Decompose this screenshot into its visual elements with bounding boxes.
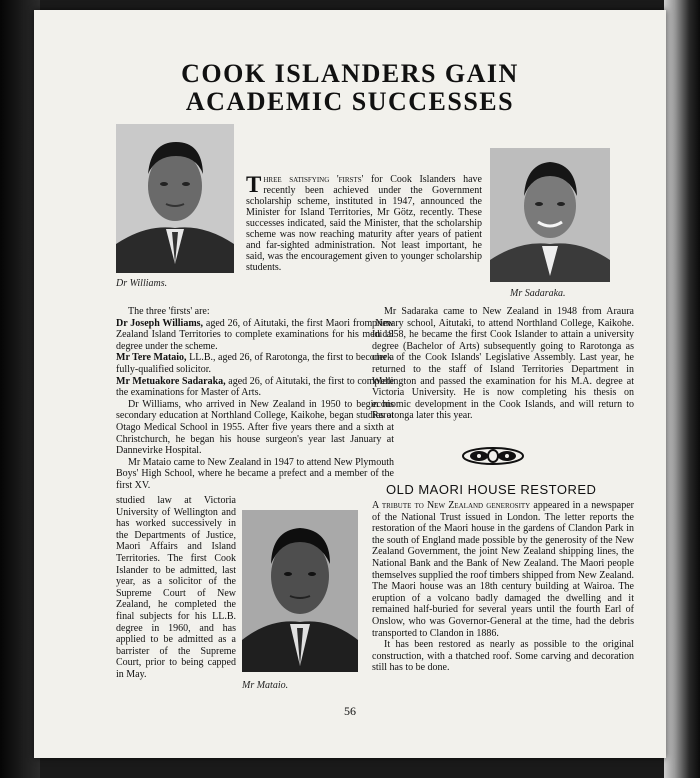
name-williams: Dr Joseph Williams, <box>116 317 204 329</box>
photo-mr-mataio <box>242 510 358 672</box>
mataio-paragraph: Mr Mataio came to New Zealand in 1947 to attend New Plymouth Boys' High School, where he became a prefect and a member of the first XV. <box>116 456 394 491</box>
article-title <box>34 60 666 116</box>
maori-house-text: appeared in a newspaper of the National Trust issued in London. The letter reports the restoration of the Maori house in the gardens of Clandon Park in the south of England made possible by the generosity of the New Zealand Government, the joint New Zealand shipping lines, the National Bank and the Bank of New Zealand. The Maori people themselves supplied the roof timbers shipped from New Zealand. The Maori house was an 18th century building at Wairoa. The eruption of a volcano badly damaged the dwelling and it remained half-buried for several years until the fourth Earl of Onslow, who was Governor-General at the time, had the debris transported to Clandon in 1886. <box>372 500 634 639</box>
section-heading: OLD MAORI HOUSE RESTORED <box>386 482 597 497</box>
intro-text: for Cook Islanders have recently been achieved under the Government scholarship scheme, instituted in 1947, announced the Minister for Island Territories, Mr Götz, recently. These successes indicated, said the Minister, that the scholarship scheme was now reaching maturity after years of patient and far-sighted administration. Not least important, he said, was the encouragement given to younger scholarship students. <box>246 174 482 273</box>
maori-house-lead: A tribute to New Zealand generosity <box>372 500 531 511</box>
drop-cap: T <box>246 172 262 197</box>
document-page <box>34 10 666 758</box>
scan-border-right <box>664 0 700 778</box>
first-williams <box>116 318 394 353</box>
ornament-divider <box>461 446 525 466</box>
mataio-narrow-column: studied law at Victoria University of Wellington and has worked successively in the Departments of Justice, Maori Affairs and Island Territories. The first Cook Islander to be admitted, last year, as a solicitor of the Supreme Court of New Zealand, he completed the final subjects for his LL.B. degree in 1960, and has applied to be admitted as a barrister of the Supreme Court, prior to being capped in May. <box>116 495 236 680</box>
caption-mr-sadaraka: Mr Sadaraka. <box>510 288 566 299</box>
first-mataio <box>116 352 394 375</box>
williams-paragraph: Dr Williams, who arrived in New Zealand in 1950 to begin his secondary education at Northland College, Kaikohe, began studies at Otago Medical School in 1955. After five years there and a sixth at Christchurch, he began his house surgeon's year last January at Dannevirke Hospital. <box>116 398 394 457</box>
intro-paragraph <box>246 174 482 273</box>
page-number: 56 <box>344 704 356 718</box>
right-column <box>372 306 634 422</box>
maori-house-article <box>372 500 634 674</box>
maori-house-paragraph-1 <box>372 500 634 639</box>
title-line-1: COOK ISLANDERS GAIN <box>181 59 519 88</box>
firsts-intro: The three 'firsts' are: <box>128 306 210 317</box>
title-line-2: ACADEMIC SUCCESSES <box>185 87 515 116</box>
intro-lead: hree satisfying 'firsts' <box>263 174 364 185</box>
name-mataio: Mr Tere Mataio, <box>116 352 187 364</box>
first-sadaraka <box>116 376 394 399</box>
caption-dr-williams: Dr Williams. <box>116 278 168 289</box>
caption-mr-mataio: Mr Mataio. <box>242 680 289 691</box>
maori-house-paragraph-2: It has been restored as nearly as possible to the original construction, with a thatched roof. Some carving and decoration still has to be done. <box>372 639 634 674</box>
photo-mr-sadaraka <box>490 148 610 282</box>
text-mataio: LL.B., aged 26, of Rarotonga, the first to become a fully-qualified solicitor. <box>116 352 394 375</box>
photo-dr-williams <box>116 124 234 273</box>
text-williams: aged 26, of Aitutaki, the first Maori from New Zealand Island Territories to complete examinations for his medical degree under the scheme. <box>116 317 395 352</box>
sadaraka-paragraph: Mr Sadaraka came to New Zealand in 1948 from Araura primary school, Aitutaki, to attend Northland College, Kaikohe. In 1958, he became the first Cook Islander to attain a university degree (Bachelor of Arts) subsequently going to Rarotonga as clerk of the Cook Islands' Legislative Assembly. Last year, he returned to the staff of Island Territories Department in Wellington and passed the examination for his M.A. degree at Victoria University. He is now completing his thesis on economic development in the Cook Islands, and will return to Rarotonga later this year. <box>372 306 634 422</box>
text-sadaraka: aged 26, of Aitutaki, the first to complete the examinations for Master of Arts. <box>116 375 394 399</box>
left-column <box>116 306 394 492</box>
name-sadaraka: Mr Metuakore Sadaraka, <box>116 375 226 387</box>
